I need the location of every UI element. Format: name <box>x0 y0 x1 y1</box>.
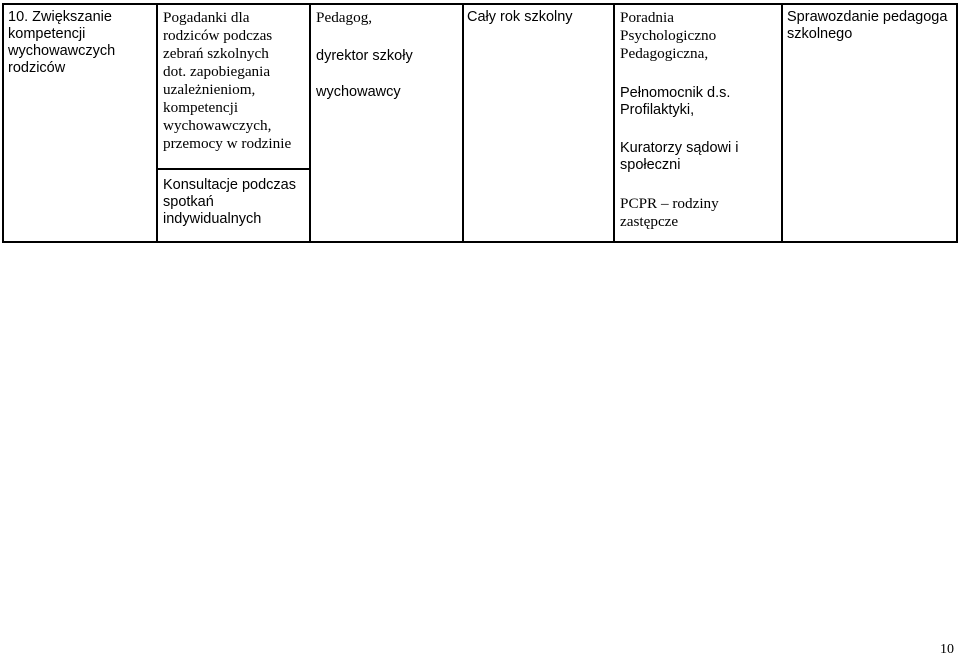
forms-line: Konsultacje podczas <box>163 177 296 193</box>
partner-line: Kuratorzy sądowi i <box>620 140 739 156</box>
task-line: wychowawczych <box>8 43 116 59</box>
partner-line: Psychologiczno <box>620 27 717 44</box>
partner-line: Profilaktyki, <box>620 102 695 118</box>
plan-table <box>2 3 958 243</box>
evaluation-cell <box>781 5 956 241</box>
partner-line: PCPR – rodziny <box>620 195 719 212</box>
forms-secondary-text <box>163 177 296 228</box>
partner-pelnomocnik <box>620 85 730 119</box>
page-number: 10 <box>940 642 954 657</box>
evaluation-text <box>787 9 947 43</box>
forms-line: wychowawczych, <box>163 117 272 134</box>
forms-line: Pogadanki dla <box>163 9 250 26</box>
task-cell <box>4 5 156 241</box>
partner-line: Poradnia <box>620 9 674 26</box>
forms-line: przemocy w rodzinie <box>163 135 292 152</box>
partner-line: Pedagogiczna, <box>620 45 709 62</box>
responsible-line: Pedagog, <box>316 9 373 26</box>
partners-cell <box>613 5 781 241</box>
partner-pcpr <box>620 195 719 231</box>
forms-cell <box>156 5 309 241</box>
task-line: rodziców <box>8 60 66 76</box>
forms-line: dot. zapobiegania <box>163 63 271 80</box>
forms-line: kompetencji <box>163 99 239 116</box>
partner-line: Pełnomocnik d.s. <box>620 85 731 101</box>
partner-line: zastępcze <box>620 213 679 230</box>
responsible-line: dyrektor szkoły <box>316 48 413 64</box>
forms-line: rodziców podczas <box>163 27 273 44</box>
forms-line: uzależnieniom, <box>163 81 256 98</box>
partner-line: społeczni <box>620 157 681 173</box>
responsible-cell <box>309 5 462 241</box>
timing-text: Cały rok szkolny <box>467 9 573 25</box>
timing-cell <box>462 5 613 241</box>
forms-primary-text <box>163 9 291 153</box>
responsible-line: wychowawcy <box>316 84 401 100</box>
cell-divider <box>158 168 309 170</box>
task-text <box>8 9 115 77</box>
forms-line: zebrań szkolnych <box>163 45 269 62</box>
evaluation-line: Sprawozdanie pedagoga <box>787 9 948 25</box>
task-line: kompetencji <box>8 26 86 42</box>
partner-poradnia <box>620 9 716 63</box>
partner-kuratorzy <box>620 140 738 174</box>
evaluation-line: szkolnego <box>787 26 853 42</box>
forms-line: spotkań <box>163 194 214 210</box>
forms-line: indywidualnych <box>163 211 262 227</box>
task-line: 10. Zwiększanie <box>8 9 112 25</box>
